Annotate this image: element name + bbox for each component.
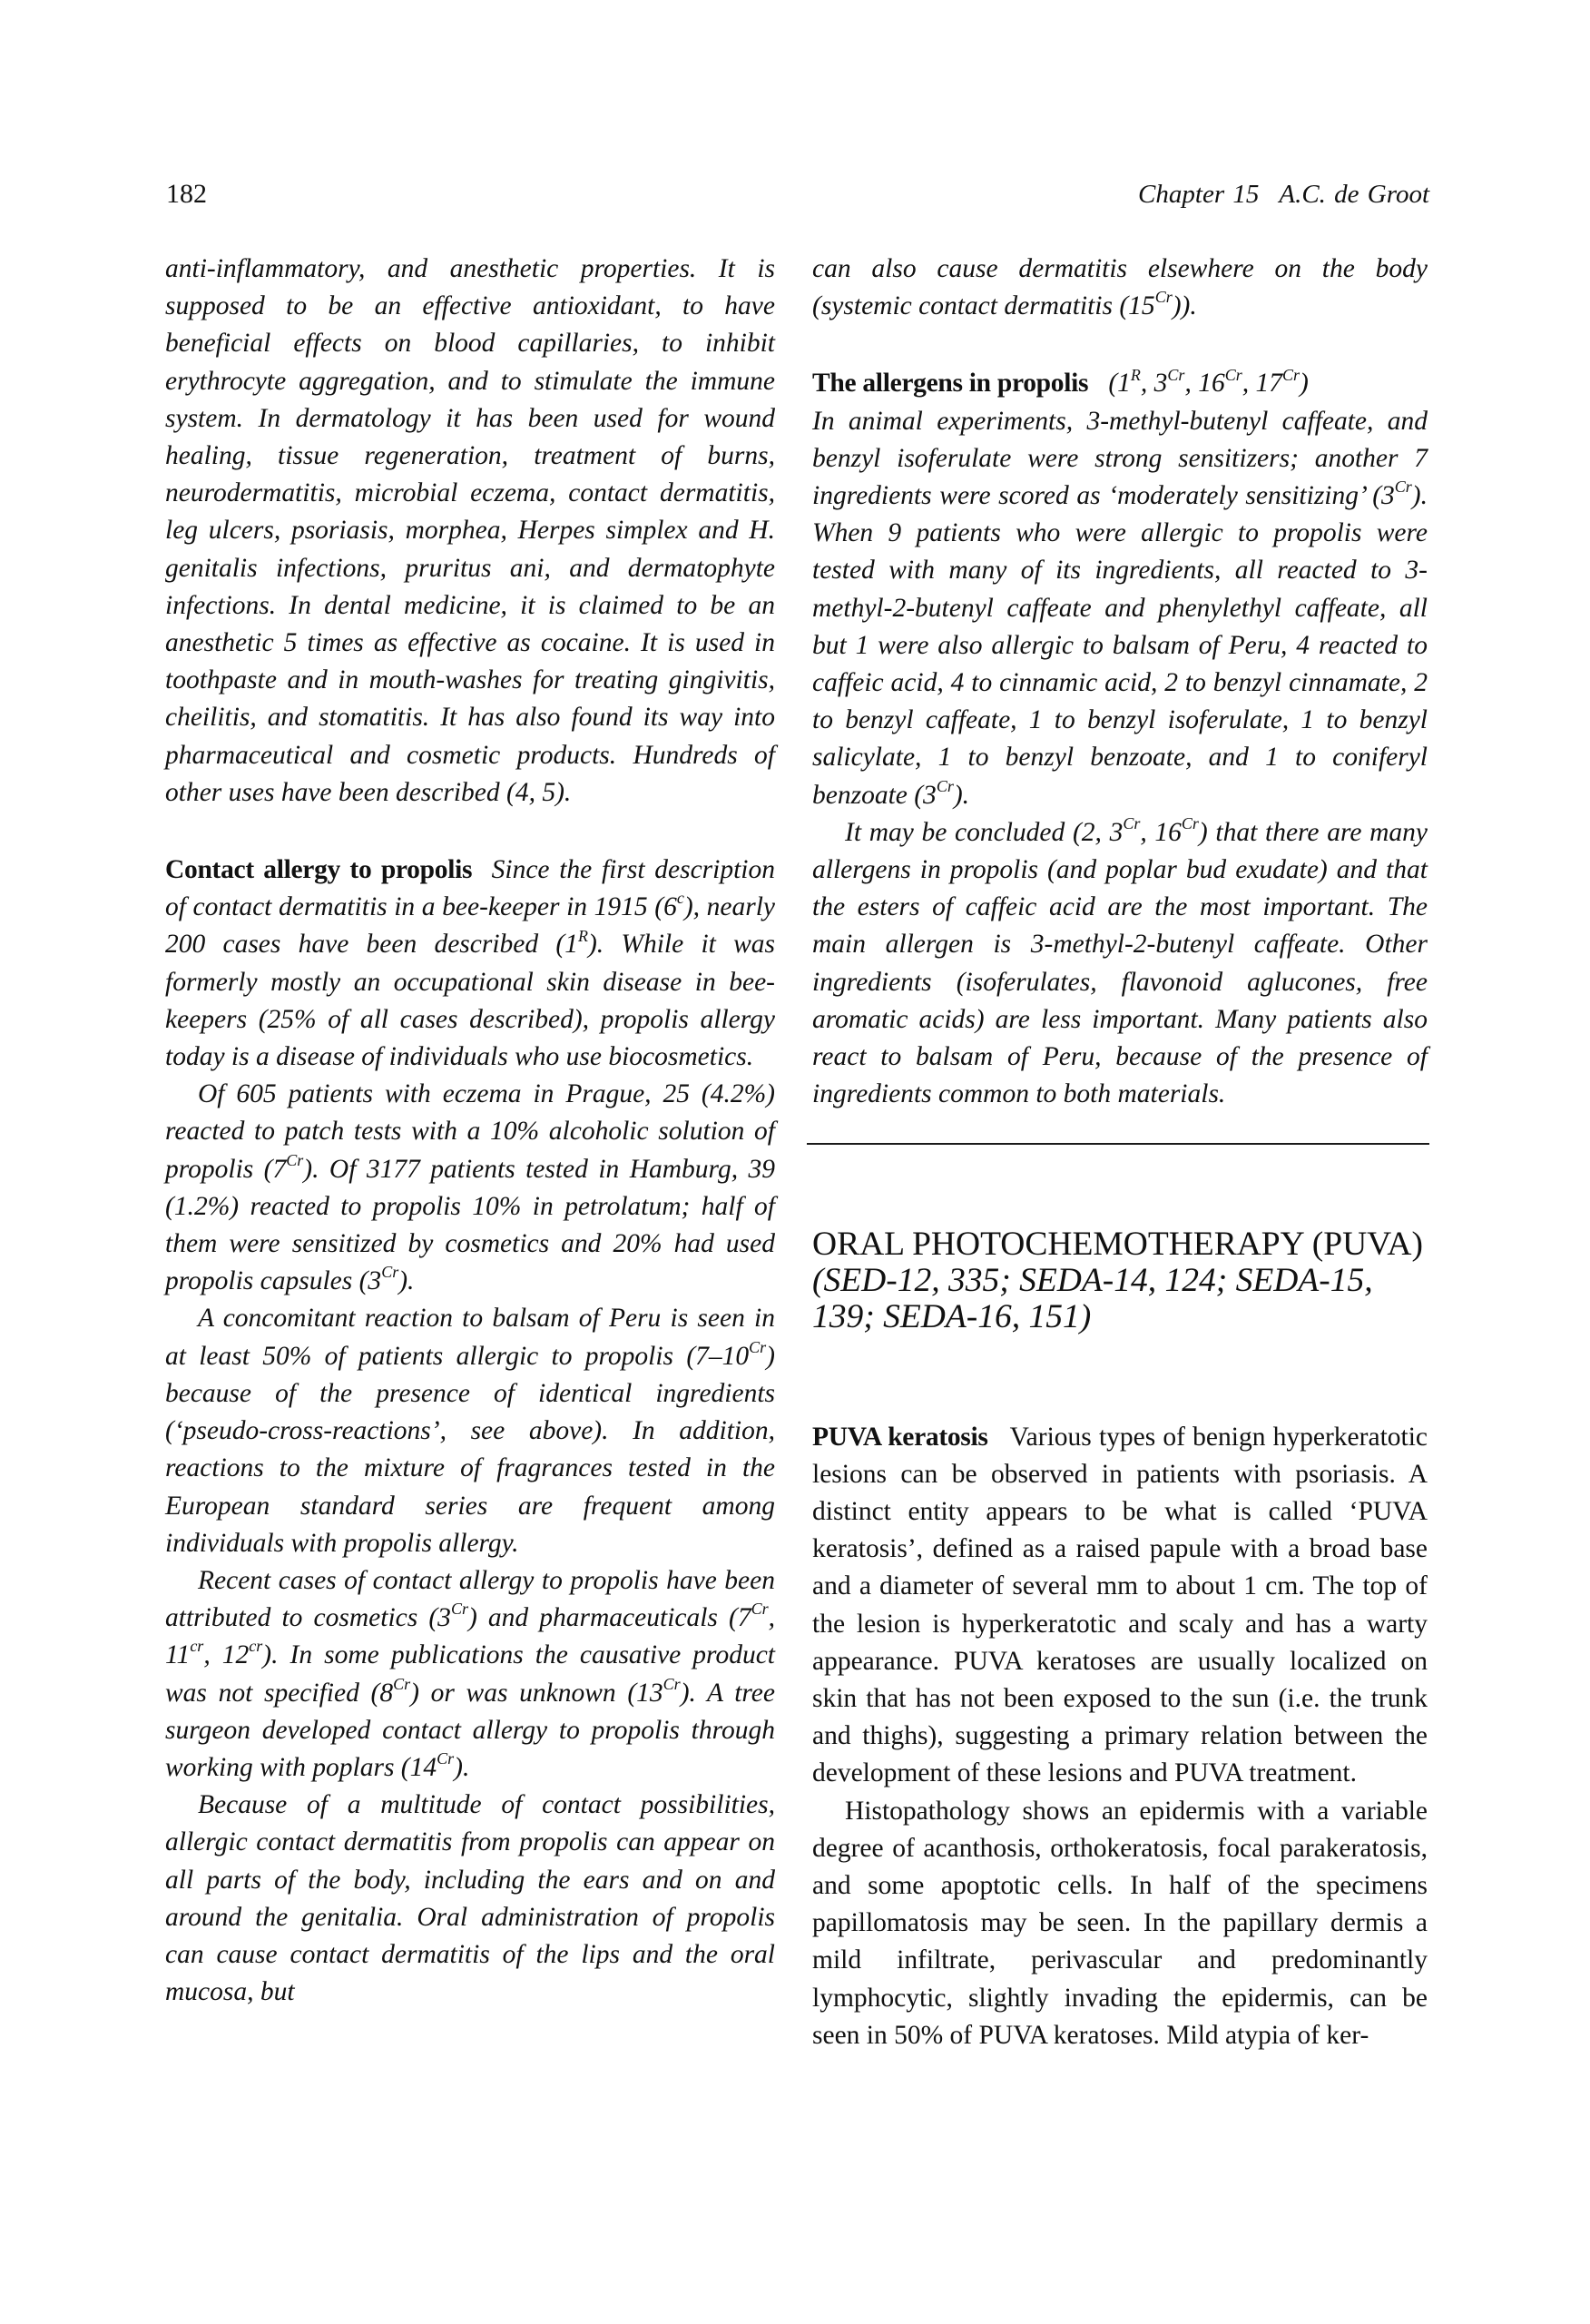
left-column <box>165 251 775 2011</box>
allergens-references: ($1^R$, $3^{Cr}$, $16^{Cr}$, $17^{Cr}$) <box>1108 365 1309 399</box>
paragraph-histopathology: Histopathology shows an epidermis with a variable degree of acanthosis, orthokeratosis, focal parakeratosis, and some apoptotic cells. In half of the specimens papillomatosis may be seen. In the papillary dermis a mild infiltrate, perivascular and predominantly lymphocytic, slightly invading the epidermis, can be seen in 50% of PUVA keratoses. Mild atypia of ker- <box>812 1796 1428 2050</box>
paragraph-contact-possibilities: Because of a multitude of contact possibilities, allergic contact dermatitis from propolis can appear on all parts of the body, including the ears and on and around the genitalia. Oral administration of propolis can cause contact dermatitis of the lips and the oral mucosa, but <box>165 1790 775 2007</box>
right-column <box>812 251 1428 2054</box>
paragraph-contact-allergy-intro: Contact allergy to propolis Since the first description of contact dermatitis in a bee-keeper in 1915 (6$^c$), nearly 200 cases have been described $(1^R)$. While it was formerly mostly an occupational skin disease in bee-keepers (25% of all cases described), propolis allergy today is a disease of individuals who use biocosmetics. <box>165 855 776 1072</box>
section-heading-contact-allergy: Contact allergy to propolis <box>165 855 473 885</box>
paragraph-conclusion: It may be concluded (2, $3^{Cr}$, $16^{Cr}$) that there are many allergens in propolis (and poplar bud exudate) and that the esters of caffeic acid are the most important. The main allergen is 3-methyl-2-butenyl caffeate. Other ingredients (isoferulates, flavonoid aglucones, free aromatic acids) are less important. Many patients also react to balsam of Peru, because of the presence of ingredients common to both materials. <box>812 814 1428 1109</box>
section-heading-allergens: The allergens in propolis <box>812 369 1089 399</box>
section-heading-allergens-line <box>812 365 1428 402</box>
author-name: A.C. de Groot <box>1279 180 1429 209</box>
spacer <box>812 1364 1428 1419</box>
subsection-heading-puva-keratosis: PUVA keratosis <box>812 1422 988 1452</box>
page-number: 182 <box>166 179 207 209</box>
spacer <box>812 325 1428 365</box>
running-head <box>1138 178 1429 211</box>
paragraph-puva-keratosis: PUVA keratosis Various types of benign hyperkeratotic lesions can be observed in patients with psoriasis. A distinct entity appears to be what is called ‘PUVA keratosis’, defined as a raised papule with a broad base and a diameter of several mm to about 1 cm. The top of the lesion is hyperkeratotic and scaly and has a warty appearance. PUVA keratoses are usually localized on skin that has not been exposed to the sun (i.e. the trunk and thighs), suggesting a primary relation between the development of these lesions and PUVA treatment. <box>812 1422 1428 1788</box>
paragraph-uses-of-propolis: anti-inflammatory, and anesthetic properties. It is supposed to be an effective antioxidant, to have beneficial effects on blood capillaries, to inhibit erythrocyte aggregation, and to stimulate the immune system. In dermatology it has been used for wound healing, tissue regeneration, treatment of burns, neurodermatitis, microbial eczema, contact dermatitis, leg ulcers, psoriasis, morphea, Herpes simplex and H. genitalis infections, pruritus ani, and dermatophyte infections. In dental medicine, it is claimed to be an anesthetic 5 times as effective as cocaine. It is used in toothpaste and in mouth-washes for treating gingivitis, cheilitis, and stomatitis. It has also found its way into pharmaceutical and cosmetic products. Hundreds of other uses have been described (4, 5). <box>165 254 775 807</box>
puva-section-body <box>812 1419 1428 2054</box>
paragraph-recent-cases: Recent cases of contact allergy to propolis have been attributed to cosmetics $(3^{Cr})$ and pharmaceuticals ($7^{Cr}$, $11^{cr}$, $12^{cr}$). In some publications the causative product was not specified $(8^{Cr})$ or was unknown $(13^{Cr})$. A tree surgeon developed contact allergy to propolis through working with poplars $(14^{Cr})$. <box>165 1565 775 1782</box>
section-divider <box>807 1143 1429 1145</box>
spacer <box>165 812 775 852</box>
section-title-text: ORAL PHOTOCHEMOTHERAPY (PUVA) <box>812 1226 1423 1264</box>
paragraph-animal-experiments: In animal experiments, 3-methyl-butenyl caffeate, and benzyl isoferulate were strong sensitizers; another 7 ingredients were scored as ‘moderately sensitizing’ $(3^{Cr})$. When 9 patients who were allergic to propolis were tested with many of its ingredients, all reacted to 3-methyl-2-butenyl caffeate and phenylethyl caffeate, all but 1 were also allergic to balsam of Peru, 4 reacted to caffeic acid, 4 to cinnamic acid, 2 to benzyl cinnamate, 2 to benzyl caffeate, 1 to benzyl isoferulate, 1 to benzyl salicylate, 1 to benzyl benzoate, and 1 to coniferyl benzoate $(3^{Cr})$. <box>812 406 1428 810</box>
chapter-label: Chapter 15 <box>1138 180 1260 209</box>
section-title-references: (SED-12, 335; SEDA-14, 124; SEDA-15, 139; SEDA-16, 151) <box>812 1262 1373 1336</box>
paragraph-systemic-contact-dermatitis: can also cause dermatitis elsewhere on the body (systemic contact dermatitis $(15^{Cr})$). <box>812 254 1428 321</box>
paragraph-balsam-of-peru: A concomitant reaction to balsam of Peru is seen in at least 50% of patients allergic to propolis $(7-10^{Cr})$ because of the presence of identical ingredients (‘pseudo-cross-reactions’, see above). In addition, reactions to the mixture of fragrances tested in the European standard series are frequent among individuals with propolis allergy. <box>165 1304 775 1558</box>
section-title-oral-photochemotherapy <box>812 1226 1428 1335</box>
page-header <box>166 178 1429 214</box>
paragraph-prague-hamburg-studies: Of 605 patients with eczema in Prague, 25 (4.2%) reacted to patch tests with a 10% alcoholic solution of propolis $(7^{Cr})$. Of 3177 patients tested in Hamburg, 39 (1.2%) reacted to propolis 10% in petrolatum; half of them were sensitized by cosmetics and 20% had used propolis capsules $(3^{Cr})$. <box>165 1079 775 1296</box>
